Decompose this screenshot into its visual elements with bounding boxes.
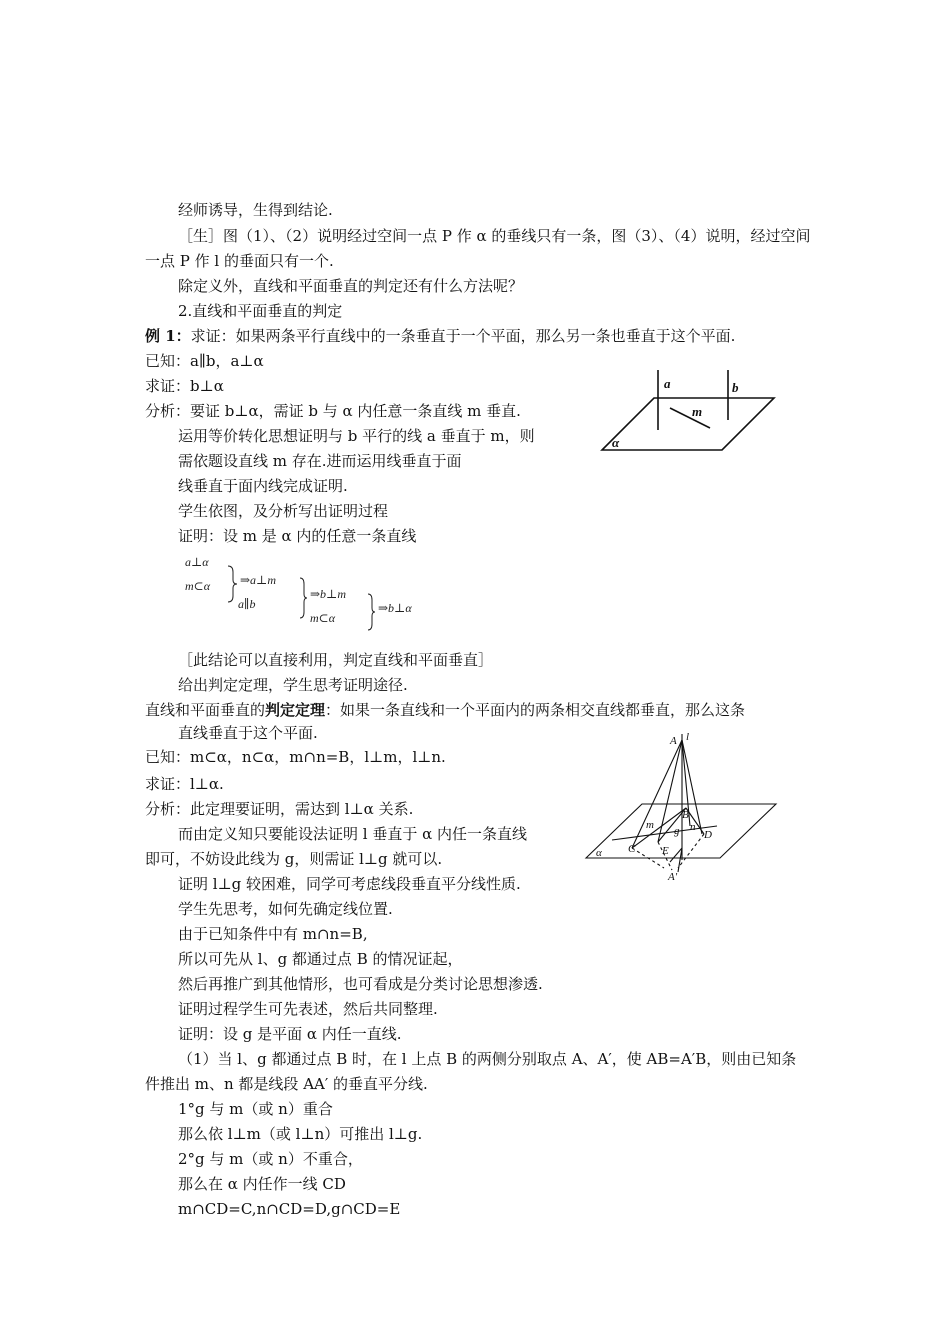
proof-derivation-figure xyxy=(180,552,440,634)
proof-step: ⇒b⊥α xyxy=(378,601,412,615)
text-line: 那么在 α 内任作一线 CD xyxy=(178,1175,346,1193)
point-d-label: D xyxy=(704,829,712,841)
line-a-label: a xyxy=(664,376,671,391)
text-line: 给出判定定理，学生思考证明途径. xyxy=(178,676,408,694)
line-m-label: m xyxy=(646,819,654,831)
text-line: 需依题设直线 m 存在.进而运用线垂直于面 xyxy=(178,452,462,470)
point-a-prime-label: A′ xyxy=(668,871,678,883)
text-line: 已知：m⊂α，n⊂α，m∩n=B，l⊥m，l⊥n. xyxy=(145,748,446,766)
text-line: ［生］图（1）、（2）说明经过空间一点 P 作 α 的垂线只有一条，图（3）、（4）说明，经过空间 xyxy=(178,227,811,245)
plane-alpha-label: α xyxy=(612,435,620,450)
theorem-line xyxy=(145,700,745,720)
proof-step: a∥b xyxy=(238,597,256,611)
text-line: 学生先思考，如何先确定线位置. xyxy=(178,900,393,918)
text-line: 所以可先从 l、g 都通过点 B 的情况证起， xyxy=(178,950,463,968)
text-line: 分析：此定理要证明，需达到 l⊥α 关系. xyxy=(145,800,414,818)
text-line: 而由定义知只要能设法证明 l 垂直于 α 内任一条直线 xyxy=(178,825,528,843)
line-n-label: n xyxy=(690,821,696,833)
text-line: 件推出 m、n 都是线段 AA′ 的垂直平分线. xyxy=(145,1075,428,1093)
text-line: 证明过程学生可先表述，然后共同整理. xyxy=(178,1000,438,1018)
text-line: 直线垂直于这个平面. xyxy=(178,724,318,742)
proof-step: ⇒b⊥m xyxy=(310,587,347,601)
text-line: 1°g 与 m（或 n）重合 xyxy=(178,1100,333,1118)
parallel-lines-plane-figure xyxy=(598,368,778,454)
section-heading: 2.直线和平面垂直的判定 xyxy=(178,302,343,320)
example-line xyxy=(145,326,735,346)
theorem-label: 判定定理 xyxy=(265,701,326,719)
text-line: 证明：设 g 是平面 α 内任一直线. xyxy=(178,1025,402,1043)
text-line: 证明：设 m 是 α 内的任意一条直线 xyxy=(178,527,417,545)
text-line: 2°g 与 m（或 n）不重合， xyxy=(178,1150,363,1168)
text-line: 已知：a∥b，a⊥α xyxy=(145,352,264,370)
point-b-label: B xyxy=(682,809,689,821)
text-line: 分析：要证 b⊥α，需证 b 与 α 内任意一条直线 m 垂直. xyxy=(145,402,521,420)
text-line: 一点 P 作 l 的垂面只有一个. xyxy=(145,252,334,270)
text-line: 那么依 l⊥m（或 l⊥n）可推出 l⊥g. xyxy=(178,1125,423,1143)
line-m-label: m xyxy=(692,404,703,419)
example-label: 例 1： xyxy=(145,327,191,345)
example-text: 求证：如果两条平行直线中的一条垂直于一个平面，那么另一条也垂直于这个平面. xyxy=(190,327,736,345)
text-line: 求证：b⊥α xyxy=(145,377,224,395)
point-e-label: E xyxy=(662,845,669,857)
proof-step: m⊂α xyxy=(185,579,211,593)
line-l-label: l xyxy=(686,731,690,743)
text-line: 证明 l⊥g 较困难，同学可考虑线段垂直平分线性质. xyxy=(178,875,521,893)
text-line: 即可，不妨设此线为 g，则需证 l⊥g 就可以. xyxy=(145,850,443,868)
theorem-prefix: 直线和平面垂直的 xyxy=(145,701,266,719)
line-g-label: g xyxy=(674,825,680,837)
proof-step: m⊂α xyxy=(310,611,336,625)
point-a-label: A xyxy=(670,735,677,747)
text-line: 除定义外，直线和平面垂直的判定还有什么方法呢？ xyxy=(178,277,524,295)
text-line: 然后再推广到其他情形，也可看成是分类讨论思想渗透. xyxy=(178,975,543,993)
perpendicular-theorem-figure xyxy=(582,730,778,884)
point-c-label: C xyxy=(628,843,636,855)
text-line: 线垂直于面内线完成证明. xyxy=(178,477,348,495)
text-line: 运用等价转化思想证明与 b 平行的线 a 垂直于 m，则 xyxy=(178,427,535,445)
text-line: （1）当 l、g 都通过点 B 时，在 l 上点 B 的两侧分别取点 A、A′，使 AB=A′B，则由已知条 xyxy=(178,1050,797,1068)
plane-alpha-label: α xyxy=(596,847,602,859)
text-line: 经师诱导，生得到结论. xyxy=(178,201,333,219)
text-line: ［此结论可以直接利用，判定直线和平面垂直］ xyxy=(178,651,494,669)
proof-step: a⊥α xyxy=(185,555,209,569)
text-line: 由于已知条件中有 m∩n=B, xyxy=(178,925,368,943)
text-line: 学生依图，及分析写出证明过程 xyxy=(178,502,389,520)
text-line: 求证：l⊥α. xyxy=(145,775,224,793)
proof-step: ⇒a⊥m xyxy=(240,573,277,587)
text-line: m∩CD=C,n∩CD=D,g∩CD=E xyxy=(178,1200,401,1218)
line-b-label: b xyxy=(732,380,739,395)
theorem-text: ：如果一条直线和一个平面内的两条相交直线都垂直，那么这条 xyxy=(325,701,746,719)
